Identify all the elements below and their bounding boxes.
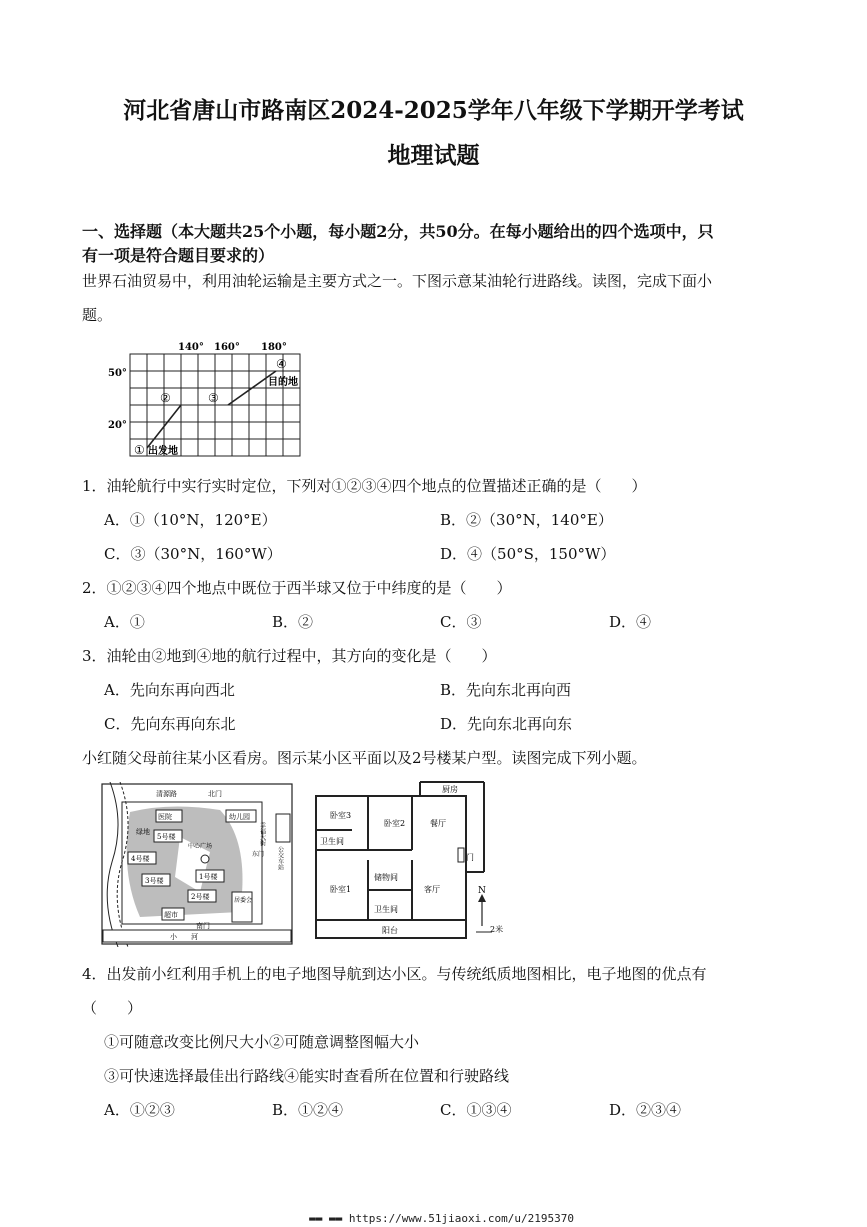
- building-3-label: 3号楼: [145, 877, 164, 885]
- question-1-option-b[interactable]: B．②（30°N，140°E）: [440, 511, 613, 529]
- tanker-route-map: [100, 336, 310, 462]
- question-3-option-d[interactable]: D．先向东北再向东: [440, 715, 573, 733]
- start-label: 出发地: [148, 446, 178, 457]
- question-2-option-d[interactable]: D．④: [609, 613, 652, 631]
- passage-1-line2: 题。: [82, 306, 113, 324]
- footer: [0, 1212, 574, 1225]
- building-4-label: 4号楼: [131, 855, 150, 863]
- question-3-option-a[interactable]: A．先向东再向西北: [104, 681, 235, 699]
- question-4-stem: 4．出发前小红利用手机上的电子地图导航到达小区。与传统纸质地图相比，电子地图的优点有: [82, 965, 707, 983]
- paper-title: 河北省唐山市路南区2024-2025学年八年级下学期开学考试: [123, 97, 744, 124]
- scale-label: 2米: [490, 925, 504, 934]
- question-4-item-1: ①可随意改变比例尺大小②可随意调整图幅大小: [104, 1033, 420, 1051]
- point-4-label: ④: [276, 357, 287, 371]
- bedroom-1-label: 卧室1: [330, 885, 352, 894]
- question-4-option-c[interactable]: C．①③④: [440, 1101, 512, 1119]
- question-1-option-a[interactable]: A．①（10°N，120°E）: [104, 511, 277, 529]
- committee-label: 居委会: [234, 897, 253, 904]
- footer-url[interactable]: https://www.51jiaoxi.com/u/2195370: [348, 1212, 574, 1225]
- point-1-label: ①: [134, 443, 145, 457]
- question-2-option-a[interactable]: A．①: [104, 613, 145, 631]
- question-4-option-a[interactable]: A．①②③: [104, 1101, 175, 1119]
- building-1-label: 1号楼: [199, 873, 218, 881]
- east-gate-label: 东门: [252, 851, 265, 858]
- balcony-label: 阳台: [382, 926, 398, 935]
- question-2-stem: 2．①②③④四个地点中既位于西半球又位于中纬度的是（ ）: [82, 579, 512, 597]
- road-top-label: 清源路: [156, 790, 177, 798]
- hospital-label: 医院: [158, 813, 172, 821]
- question-4-option-b[interactable]: B．①②④: [272, 1101, 344, 1119]
- lon-label-140: 140°: [178, 342, 204, 353]
- storage-label: 储物间: [374, 873, 398, 882]
- river-label: 小 河: [170, 933, 198, 941]
- bedroom-3-label: 卧室3: [330, 811, 352, 820]
- section-heading: [82, 220, 792, 268]
- bathroom-2-label: 卫生间: [374, 905, 398, 914]
- footer-mark: ▬▬ ▬▬: [309, 1212, 343, 1225]
- kindergarten-label: 幼儿园: [229, 813, 250, 821]
- question-3-option-b[interactable]: B．先向东北再向西: [440, 681, 572, 699]
- question-1-option-d[interactable]: D．④（50°S，150°W）: [440, 545, 616, 563]
- question-2-option-c[interactable]: C．③: [440, 613, 482, 631]
- question-3-option-c[interactable]: C．先向东再向东北: [104, 715, 236, 733]
- bathroom-1-label: 卫生间: [320, 837, 344, 846]
- passage-2: 小红随父母前往某小区看房。图示某小区平面以及2号楼某户型。读图完成下列小题。: [82, 749, 647, 767]
- question-1-stem: 1．油轮航行中实行实时定位，下列对①②③④四个地点的位置描述正确的是（ ）: [82, 477, 647, 495]
- lon-label-180: 180°: [261, 342, 287, 353]
- section-heading-line2: 有一项是符合题目要求的）: [82, 246, 275, 265]
- lat-label-50: 50°: [108, 368, 127, 379]
- north-arrow-label: N: [478, 886, 486, 896]
- question-2-option-b[interactable]: B．②: [272, 613, 314, 631]
- apartment-floor-plan: [312, 780, 512, 945]
- passage-1-line1: 世界石油贸易中，利用油轮运输是主要方式之一。下图示意某油轮行进路线。读图，完成下面小: [82, 272, 713, 290]
- building-5-label: 5号楼: [157, 833, 176, 841]
- dining-label: 餐厅: [430, 819, 446, 828]
- neighborhood-plan: [100, 782, 295, 947]
- center-square-label: 中心广场: [188, 843, 213, 850]
- lon-label-160: 160°: [214, 342, 240, 353]
- door-label: 门: [466, 853, 474, 862]
- paper-subtitle: 地理试题: [387, 142, 480, 169]
- street-label: 幸福大街: [258, 822, 266, 846]
- passage-1: [82, 264, 782, 332]
- supermarket-label: 超市: [164, 911, 178, 919]
- question-4-item-2: ③可快速选择最佳出行路线④能实时查看所在位置和行驶路线: [104, 1067, 510, 1085]
- question-4-stem-cont: （ ）: [82, 999, 143, 1017]
- greenland-label: 绿地: [136, 828, 150, 836]
- question-3-stem: 3．油轮由②地到④地的航行过程中，其方向的变化是（ ）: [82, 647, 497, 665]
- point-3-label: ③: [208, 391, 219, 405]
- bedroom-2-label: 卧室2: [384, 819, 406, 828]
- bus-stop-label: 公交车站: [276, 846, 284, 870]
- section-heading-line1: 一、选择题（本大题共25个小题，每小题2分，共50分。在每小题给出的四个选项中，只: [82, 222, 714, 241]
- living-room-label: 客厅: [424, 885, 440, 894]
- building-2-label: 2号楼: [191, 893, 210, 901]
- north-gate-label: 北门: [208, 790, 222, 798]
- destination-label: 目的地: [268, 377, 298, 388]
- lat-label-20: 20°: [108, 420, 127, 431]
- point-2-label: ②: [160, 391, 171, 405]
- south-gate-label: 南门: [196, 922, 210, 930]
- question-4-option-d[interactable]: D．②③④: [609, 1101, 682, 1119]
- question-1-option-c[interactable]: C．③（30°N，160°W）: [104, 545, 282, 563]
- kitchen-label: 厨房: [442, 785, 458, 794]
